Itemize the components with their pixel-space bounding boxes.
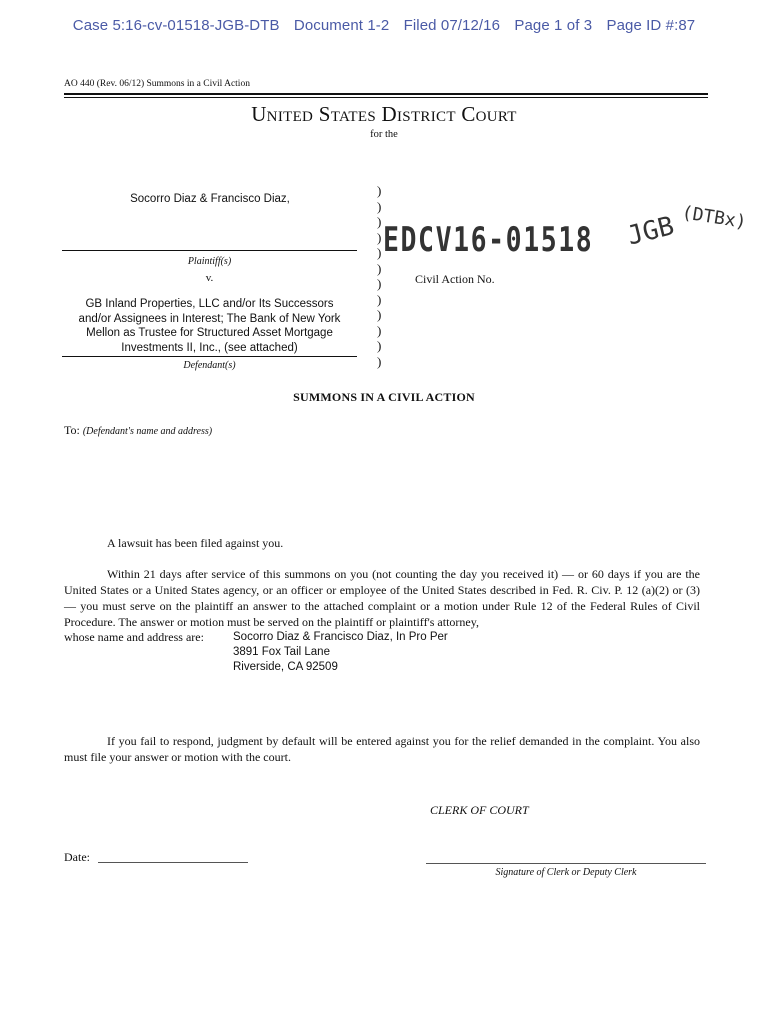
defendant-line: Investments II, Inc., (see attached) (121, 341, 298, 354)
address-line: Socorro Diaz & Francisco Diaz, In Pro Per (233, 631, 448, 643)
stamp-case: Case 5:16-cv-01518-JGB-DTB (72, 17, 280, 34)
signature-field-line (426, 863, 706, 864)
stamp-page-id: Page ID #:87 (606, 17, 696, 34)
date-field-line (98, 862, 248, 863)
defendant-line: Mellon as Trustee for Structured Asset Mortgage (86, 327, 333, 339)
case-number-stamp: EDCV16-01518 (383, 220, 594, 260)
plaintiff-label: Plaintiff(s) (187, 256, 232, 267)
defendant-underline (62, 356, 357, 357)
court-title: United States District Court (251, 102, 517, 126)
clerk-of-court-label: CLERK OF COURT (430, 803, 529, 817)
paragraph-lawsuit-filed: A lawsuit has been filed against you. (107, 536, 284, 550)
caption-parentheses: ) ) ) ) ) ) ) ) ) ) ) ) (377, 183, 382, 369)
stamp-page: Page 1 of 3 (514, 17, 593, 34)
address-line: Riverside, CA 92509 (233, 661, 338, 673)
paragraph-response-deadline: Within 21 days after service of this summons on you (not counting the day you received it) — or 60 days if you are the United States or a United States agency, or an officer or employee of the United States described in Fed. R. Civ. P. 12 (a)(2) or (3) — you must serve on the plaintiff an answer to the attached complaint or a motion under Rule 12 of the Federal Rules of Civil Procedure. The answer or motion must be served on the plaintiff or plaintiff's attorney, (64, 567, 700, 629)
defendant-line: GB Inland Properties, LLC and/or Its Successors (85, 298, 334, 310)
stamp-filed: Filed 07/12/16 (403, 17, 501, 34)
to-sublabel: (Defendant's name and address) (82, 426, 213, 437)
defendant-names (62, 297, 357, 355)
signature-label: Signature of Clerk or Deputy Clerk (495, 867, 637, 878)
form-identifier: AO 440 (Rev. 06/12) Summons in a Civil Action (64, 79, 250, 89)
filing-stamp-header (0, 17, 768, 34)
judge-initials-stamp: JGB (624, 211, 678, 252)
versus-label: v. (205, 272, 214, 284)
plaintiff-address-block (233, 630, 448, 675)
stamp-document: Document 1-2 (293, 17, 390, 34)
header-rule-thick (64, 93, 708, 95)
to-label: To: (64, 423, 80, 437)
paragraph-default-warning: If you fail to respond, judgment by default will be entered against you for the relief demanded in the complaint. You also must file your answer or motion with the court. (64, 734, 700, 764)
court-subtitle: for the (370, 129, 398, 140)
magistrate-stamp: (DTBx) (680, 202, 748, 234)
date-label: Date: (64, 850, 90, 864)
whom-label: whose name and address are: (64, 630, 204, 644)
defendant-label: Defendant(s) (183, 360, 236, 371)
plaintiff-names: Socorro Diaz & Francisco Diaz, (130, 193, 290, 205)
to-line (64, 423, 212, 438)
civil-action-label: Civil Action No. (415, 272, 495, 286)
plaintiff-underline (62, 250, 357, 251)
header-rule-thin (64, 97, 708, 98)
summons-title: SUMMONS IN A CIVIL ACTION (293, 390, 475, 404)
defendant-line: and/or Assignees in Interest; The Bank of New York (78, 312, 341, 325)
address-line: 3891 Fox Tail Lane (233, 646, 330, 658)
